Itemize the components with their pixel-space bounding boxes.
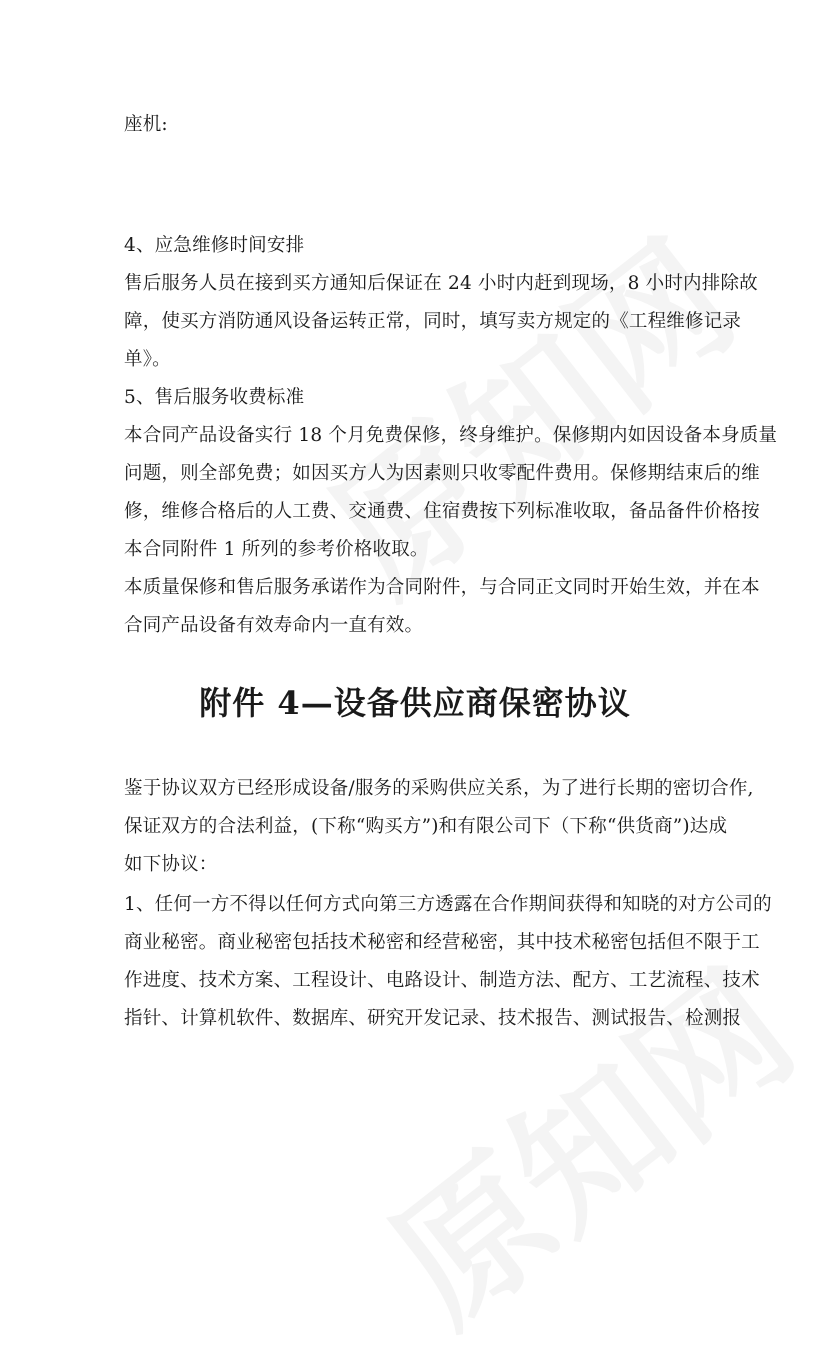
seat-line: 座机: [124, 114, 168, 135]
section-4-title: 4、应急维修时间安排 [124, 235, 305, 256]
section-heading: 附件 4—设备供应商保密协议 [199, 684, 631, 722]
section-5-title: 5、售后服务收费标准 [124, 387, 305, 408]
intro-paragraph: 鉴于协议双方已经形成设备/服务的采购供应关系，为了进行长期的密切合作, 保证双方的合法利益，(下称“购买方”)和有限公司下（下称“供货商”)达成 如下协议： [124, 778, 754, 875]
clause-1-paragraph: 1、任何一方不得以任何方式向第三方透露在合作期间获得和知晓的对方公司的 商业秘密。商业秘密包括技术秘密和经营秘密，其中技术秘密包括但不限于工 作进度、技术方案、工程设计、电路设计、制造方法、配方、工艺流程、技术 指针、计算机软件、数据库、研究开发记录、技术报告、测试报告、检测报 [124, 894, 772, 1029]
section-5-body: 本合同产品设备实行 18 个月免费保修，终身维护。保修期内如因设备本身质量 问题，则全部免费；如因买方人为因素则只收零配件费用。保修期结束后的维 修，维修合格后的人工费、交通费、住宿费按下列标准收取，备品备件价格按 本合同附件 1 所列的参考价格收取。 [124, 425, 778, 560]
validity-paragraph: 本质量保修和售后服务承诺作为合同附件，与合同正文同时开始生效，并在本 合同产品设备有效寿命内一直有效。 [124, 577, 760, 636]
section-4-body: 售后服务人员在接到买方通知后保证在 24 小时内赶到现场，8 小时内排除故 障，使买方消防通风设备运转正常，同时，填写卖方规定的《工程维修记录 单》。 [124, 273, 758, 370]
